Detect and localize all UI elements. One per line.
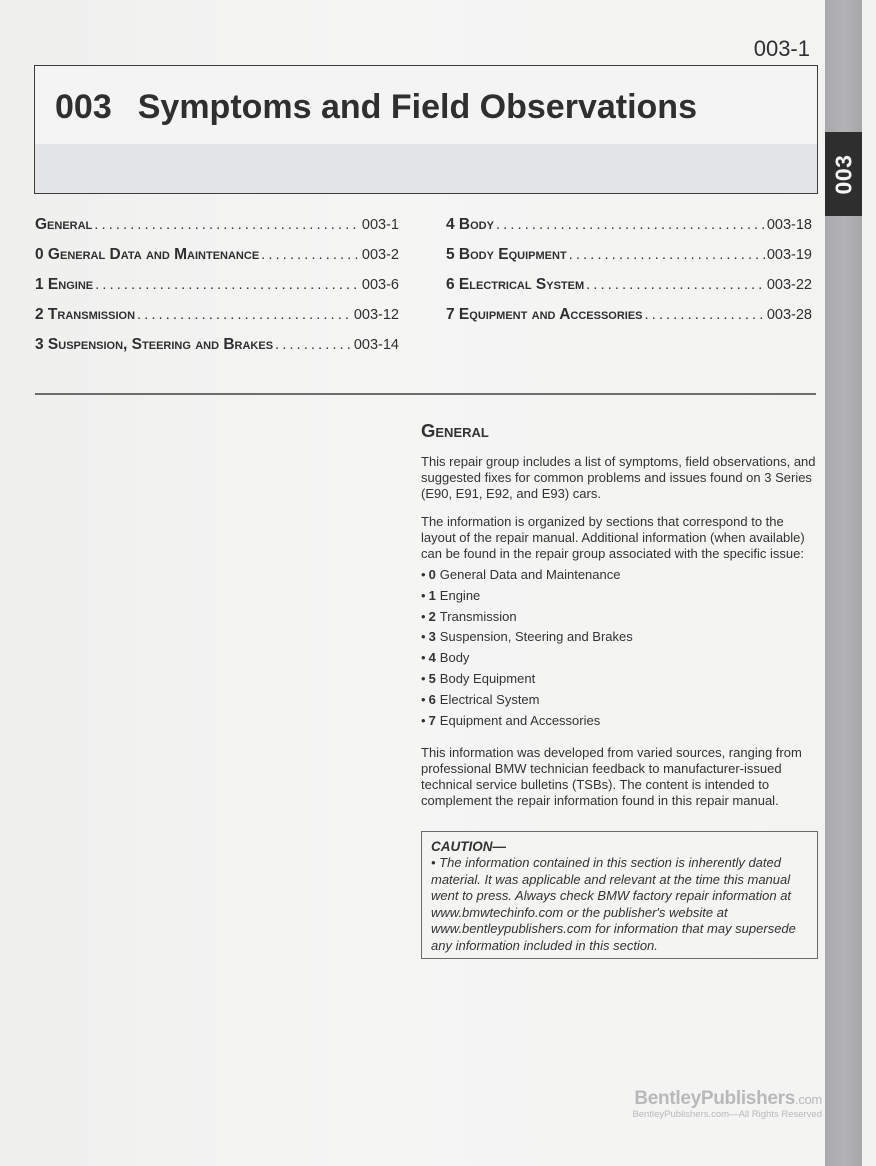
list-item-text: Suspension, Steering and Brakes	[439, 629, 633, 645]
toc-entry-page: 003-1	[361, 217, 399, 233]
list-item	[421, 586, 818, 607]
section-thumb-tab[interactable]	[825, 132, 862, 216]
chapter-number: 003	[55, 88, 112, 126]
list-item-number: 2	[428, 608, 436, 624]
toc-entry-page: 003-12	[353, 307, 399, 323]
general-section	[421, 420, 818, 821]
toc-entry[interactable]	[35, 306, 399, 336]
bullet-icon: •	[421, 670, 426, 686]
list-item	[421, 607, 818, 628]
chapter-title-text: Symptoms and Field Observations	[137, 88, 697, 126]
organization-paragraph: The information is organized by sections that correspond to the layout of the repair manual. Additional information (when available) can be found in the repair group associated with the specific issue:	[421, 514, 805, 561]
caution-title: CAUTION—	[431, 839, 506, 854]
list-item-text: General Data and Maintenance	[439, 567, 621, 582]
bullet-icon: •	[421, 587, 426, 603]
chapter-title	[55, 88, 697, 127]
toc-leader-dots	[275, 336, 352, 353]
list-item-number: 5	[428, 670, 436, 686]
list-item-text: Electrical System	[439, 691, 540, 707]
toc-entry-page: 003-14	[353, 337, 399, 353]
toc-entry[interactable]	[35, 276, 399, 306]
toc-entry[interactable]	[446, 306, 812, 336]
bullet-icon: •	[421, 691, 426, 707]
toc-entry-label: 4 Body	[446, 216, 494, 233]
list-item-number: 6	[428, 691, 436, 707]
toc-leader-dots	[569, 246, 765, 263]
bullet-icon: •	[421, 712, 426, 728]
publisher-name: BentleyPublishers	[634, 1088, 796, 1109]
toc-entry-label: General	[35, 216, 93, 233]
list-item	[421, 669, 818, 690]
toc-entry-label: 3 Suspension, Steering and Brakes	[35, 336, 274, 353]
toc-entry-label: 0 General Data and Maintenance	[35, 246, 260, 263]
list-item	[421, 690, 818, 711]
publisher-domain-suffix: .com	[795, 1092, 822, 1107]
toc-entry-label: 1 Engine	[35, 276, 94, 293]
list-item-number: 7	[428, 712, 436, 728]
toc-divider	[35, 393, 816, 395]
list-item	[421, 711, 818, 732]
title-box-band	[35, 144, 817, 193]
toc-leader-dots	[645, 306, 765, 323]
toc-leader-dots	[586, 276, 765, 293]
chapter-title-box	[34, 65, 818, 194]
table-of-contents-left	[35, 216, 399, 366]
publisher-footer	[632, 1088, 822, 1120]
bullet-icon: •	[421, 650, 426, 666]
list-item-number: 0	[428, 567, 436, 582]
bullet-icon: •	[421, 567, 426, 582]
toc-leader-dots	[95, 276, 360, 293]
section-tab-label: 003	[830, 154, 856, 194]
toc-entry-page: 003-2	[361, 247, 399, 263]
toc-leader-dots	[261, 246, 360, 263]
repair-group-list	[421, 565, 818, 731]
list-item-number: 4	[428, 650, 436, 666]
sources-paragraph: This information was developed from varied sources, ranging from professional BMW technician feedback to manufacturer-issued technical service bulletins (TSBs). The content is intended to complement the repair information found in this repair manual.	[421, 745, 802, 809]
toc-entry-label: 5 Body Equipment	[446, 246, 567, 263]
list-item-number: 3	[428, 629, 436, 645]
toc-entry[interactable]	[446, 246, 812, 276]
table-of-contents-right	[446, 216, 812, 336]
copyright-notice: BentleyPublishers.com—All Rights Reserved	[632, 1109, 822, 1120]
page-number: 003-1	[753, 36, 810, 61]
list-item-number: 1	[428, 587, 436, 603]
toc-leader-dots	[496, 216, 765, 233]
page-edge	[862, 0, 876, 1166]
toc-entry[interactable]	[35, 246, 399, 276]
bullet-icon: •	[421, 608, 426, 624]
intro-paragraph: This repair group includes a list of symptoms, field observations, and suggested fixes for common problems and issues found on 3 Series (E90, E91, E92, and E93) cars.	[421, 454, 816, 501]
toc-entry-label: 7 Equipment and Accessories	[446, 306, 643, 323]
toc-entry[interactable]	[446, 216, 812, 246]
bullet-icon: •	[421, 629, 426, 645]
toc-entry[interactable]	[35, 336, 399, 366]
toc-entry[interactable]	[446, 276, 812, 306]
toc-entry-page: 003-18	[766, 217, 812, 233]
list-item-text: Body Equipment	[439, 670, 536, 686]
list-item-text: Body	[439, 650, 470, 666]
list-item	[421, 565, 818, 586]
list-item-text: Equipment and Accessories	[439, 712, 601, 728]
toc-entry-page: 003-19	[766, 247, 812, 263]
caution-box	[421, 831, 818, 959]
toc-entry-page: 003-28	[766, 307, 812, 323]
list-item	[421, 648, 818, 669]
list-item-text: Engine	[439, 587, 481, 603]
list-item	[421, 627, 818, 648]
toc-leader-dots	[137, 306, 352, 323]
section-heading: General	[421, 420, 489, 441]
toc-entry-label: 2 Transmission	[35, 306, 136, 323]
caution-text: • The information contained in this section is inherently dated material. It was applicable and relevant at the time this manual went to press. Always check BMW factory repair information at www.bmwtechinfo.com or the publisher's website at www.bentleypublishers.com for information that may supersede any information included in this section.	[431, 855, 796, 953]
toc-leader-dots	[94, 216, 360, 233]
toc-entry-page: 003-22	[766, 277, 812, 293]
publisher-logo	[632, 1088, 822, 1110]
toc-entry[interactable]	[35, 216, 399, 246]
toc-entry-label: 6 Electrical System	[446, 276, 585, 293]
list-item-text: Transmission	[439, 608, 517, 624]
toc-entry-page: 003-6	[361, 277, 399, 293]
